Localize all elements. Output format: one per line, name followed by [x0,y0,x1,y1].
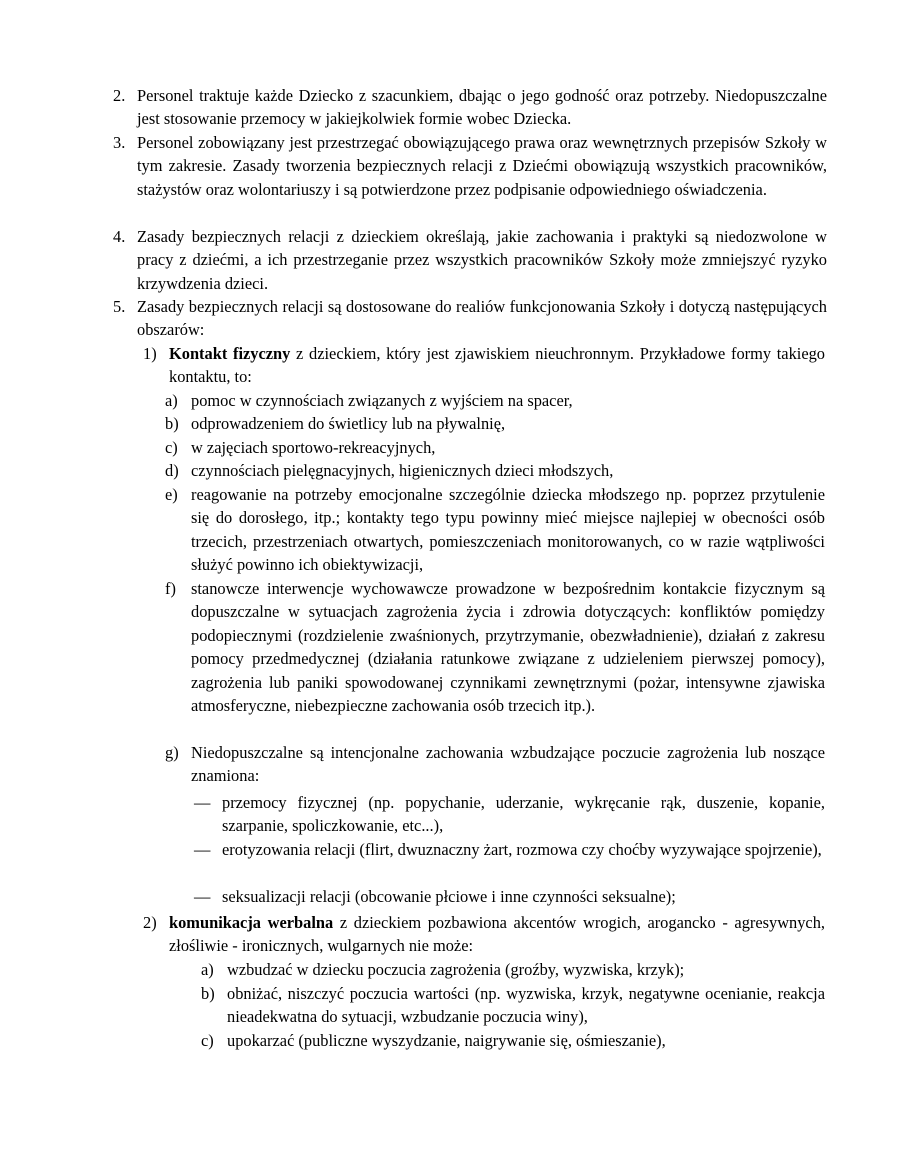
item-text: erotyzowania relacji (flirt, dwuznaczny żart, rozmowa czy choćby wyzywające spojrzenie), [222,840,822,859]
dash-item [194,885,825,908]
dash-bullet: — [194,793,211,812]
item-letter: b) [201,984,215,1003]
subsection-number: 2) [143,913,157,932]
item-text: przemocy fizycznej (np. popychanie, uderzanie, wykręcanie rąk, duszenie, kopanie, szarpanie, spoliczkowanie, etc...), [222,793,825,836]
item-number: 4. [113,227,126,246]
item-text: odprowadzeniem do świetlicy lub na pływalnię, [191,414,506,433]
dash-bullet: — [194,887,211,906]
letter-item [165,436,825,459]
item-text: w zajęciach sportowo-rekreacyjnych, [191,438,436,457]
item-letter: e) [165,485,178,504]
item-letter: b) [165,414,179,433]
letter-item [165,741,825,788]
dash-item [194,838,825,861]
item-text: seksualizacji relacji (obcowanie płciowe i inne czynności seksualne); [222,887,676,906]
item-letter: c) [201,1031,214,1050]
item-number: 5. [113,297,126,316]
item-letter: a) [201,960,214,979]
list-item [113,84,827,131]
item-text: reagowanie na potrzeby emocjonalne szczególnie dziecka młodszego np. poprzez przytulenie się do dorosłego, itp.; kontakty tego typu powinny mieć miejsce najlepiej w obecności osób trzecich, przestrzeniach otwartych, pomieszczeniach monitorowanych, co w razie wątpliwości służyć powinno ich obiektywizacji, [191,485,825,575]
subsection-heading: komunikacja werbalna [169,913,334,932]
item-text: Niedopuszczalne są intencjonalne zachowania wzbudzające poczucie zagrożenia lub noszące znamiona: [191,743,825,786]
item-letter: d) [165,461,179,480]
item-letter: g) [165,743,179,762]
dash-item [194,791,825,838]
item-text: Zasady bezpiecznych relacji z dzieckiem określają, jakie zachowania i praktyki są niedozwolone w pracy z dziećmi, a ich przestrzeganie przez wszystkich pracowników Szkoły może zmniejszyć ryzyko krzywdzenia dzieci. [137,227,827,293]
item-text: czynnościach pielęgnacyjnych, higienicznych dzieci młodszych, [191,461,614,480]
item-number: 2. [113,86,126,105]
item-number: 3. [113,133,126,152]
subsection-verbal-communication [143,911,826,958]
item-text: stanowcze interwencje wychowawcze prowadzone w bezpośrednim kontakcie fizycznym są dopuszczalne w sytuacjach zagrożenia życia i zdrowia dotyczących: konfliktów pomiędzy podopiecznymi (rozdzielenie zwaśnionych, przytrzymanie, obezwładnienie), działań z zakresu pomocy przedmedycznej (działania ratunkowe związane z udzieleniem pierwszej pomocy), zagrożenia lub paniki spowodowanej czynnikami zewnętrznymi (pożar, intensywne zjawiska atmosferyczne, niebezpieczne zachowania osób trzecich itp.). [191,579,825,716]
item-letter: a) [165,391,178,410]
subsection-text: z dzieckiem pozbawiona akcentów wrogich, arogancko - agresywnych, złośliwie - ironicznych, wulgarnych nie może: [169,913,826,956]
item-text: Personel traktuje każde Dziecko z szacunkiem, dbając o jego godność oraz potrzeby. Niedopuszczalne jest stosowanie przemocy w jakiejkolwiek formie wobec Dziecka. [137,86,827,129]
item-letter: c) [165,438,178,457]
item-text: wzbudzać w dziecku poczucia zagrożenia (groźby, wyzwiska, krzyk); [227,960,685,979]
subsection-heading: Kontakt fizyczny [169,344,291,363]
item-text: obniżać, niszczyć poczucia wartości (np. wyzwiska, krzyk, negatywne ocenianie, reakcja nieadekwatna do sytuacji, wzbudzanie poczucia winy), [227,984,825,1027]
subsection-text: z dzieckiem, który jest zjawiskiem nieuchronnym. Przykładowe formy takiego kontaktu, to: [169,344,825,387]
letter-item [165,483,825,577]
item-text: Zasady bezpiecznych relacji są dostosowane do realiów funkcjonowania Szkoły i dotyczą następujących obszarów: [137,297,827,340]
letter-item [201,982,825,1029]
list-item [113,225,827,295]
item-letter: f) [165,579,176,598]
subsection-number: 1) [143,344,157,363]
letter-item [165,577,825,717]
letter-item [165,459,825,482]
dash-bullet: — [194,840,211,859]
item-text: pomoc w czynnościach związanych z wyjściem na spacer, [191,391,573,410]
item-text: upokarzać (publiczne wyszydzanie, naigrywanie się, ośmieszanie), [227,1031,666,1050]
list-item [113,295,827,342]
item-text: Personel zobowiązany jest przestrzegać obowiązującego prawa oraz wewnętrznych przepisów Szkoły w tym zakresie. Zasady tworzenia bezpiecznych relacji z Dziećmi obowiązują wszystkich pracowników, stażystów oraz wolontariuszy i są potwierdzone przez podpisanie odpowiedniego oświadczenia. [137,133,827,199]
letter-item [201,1029,825,1052]
subsection-physical-contact [143,342,825,389]
list-item [113,131,827,201]
letter-item [165,412,825,435]
letter-item [201,958,825,981]
letter-item [165,389,825,412]
